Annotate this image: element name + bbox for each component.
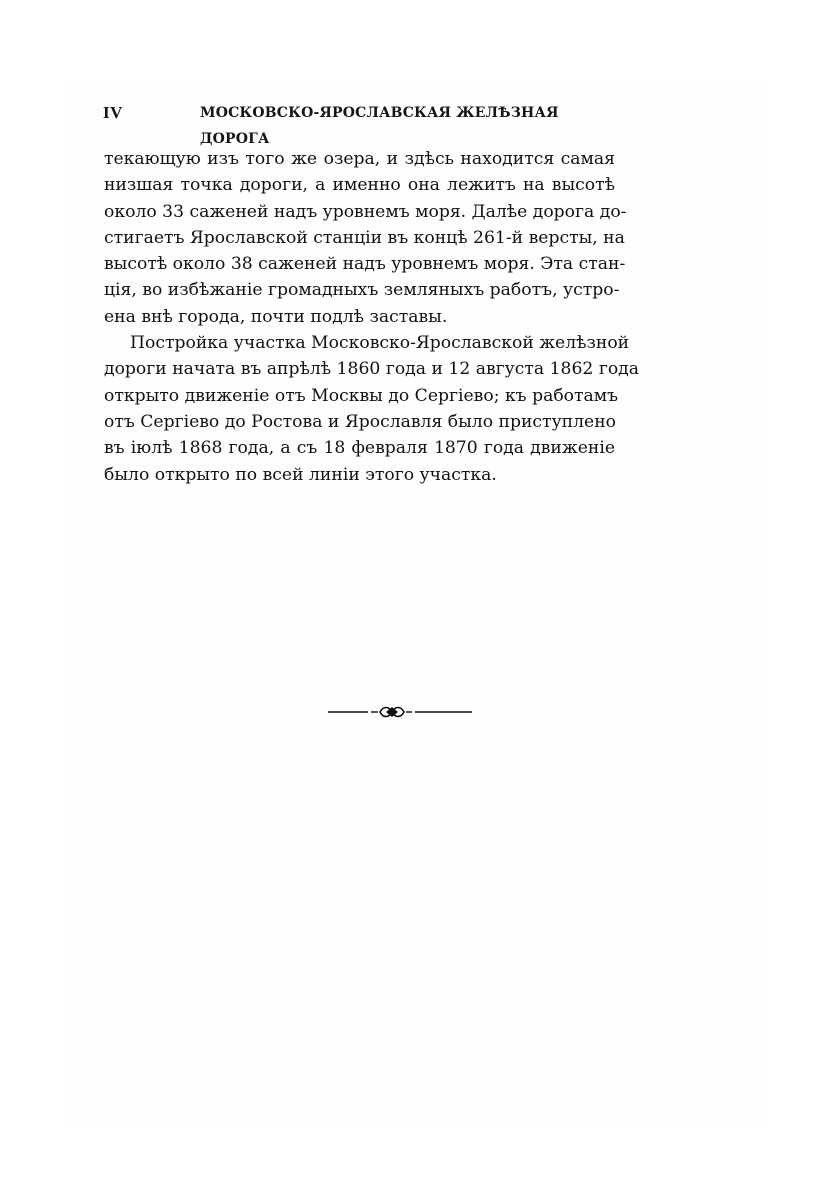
page-header xyxy=(103,100,616,147)
text-line: текающую изъ того же озера, и здѣсь находится самая xyxy=(104,149,615,169)
running-title: МОСКОВСКО-ЯРОСЛАВСКАЯ ЖЕЛѢЗНАЯ ДОРОГА xyxy=(200,105,559,147)
text-line: отъ Сергіево до Ростова и Ярославля было приступлено xyxy=(104,411,617,432)
text-line: открыто движеніе отъ Москвы до Сергіево; къ работамъ xyxy=(104,385,619,406)
text-line: стигаетъ Ярославской станціи въ концѣ 261-й версты, на xyxy=(104,227,625,248)
body-text xyxy=(104,146,640,488)
ornamental-divider-icon xyxy=(328,700,472,724)
text-line: ена внѣ города, почти подлѣ заставы. xyxy=(104,306,448,327)
text-line: ція, во избѣжаніе громадныхъ земляныхъ работъ, устро- xyxy=(104,280,620,301)
paragraph-1 xyxy=(104,146,627,330)
page-number: IV xyxy=(103,103,123,122)
text-line: дороги начата въ апрѣлѣ 1860 года и 12 августа 1862 года xyxy=(104,359,640,380)
text-line: около 33 саженей надъ уровнемъ моря. Далѣе дорога до- xyxy=(104,201,627,222)
text-line: въ іюлѣ 1868 года, а съ 18 февраля 1870 года движеніе xyxy=(104,438,615,459)
text-line: Постройка участка Московско-Ярославской желѣзной xyxy=(130,333,630,354)
paragraph-2 xyxy=(104,330,640,488)
text-line: низшая точка дороги, а именно она лежитъ на высотѣ xyxy=(104,175,615,196)
text-line: было открыто по всей линіи этого участка. xyxy=(104,464,497,485)
text-line: высотѣ около 38 саженей надъ уровнемъ моря. Эта стан- xyxy=(104,254,626,275)
